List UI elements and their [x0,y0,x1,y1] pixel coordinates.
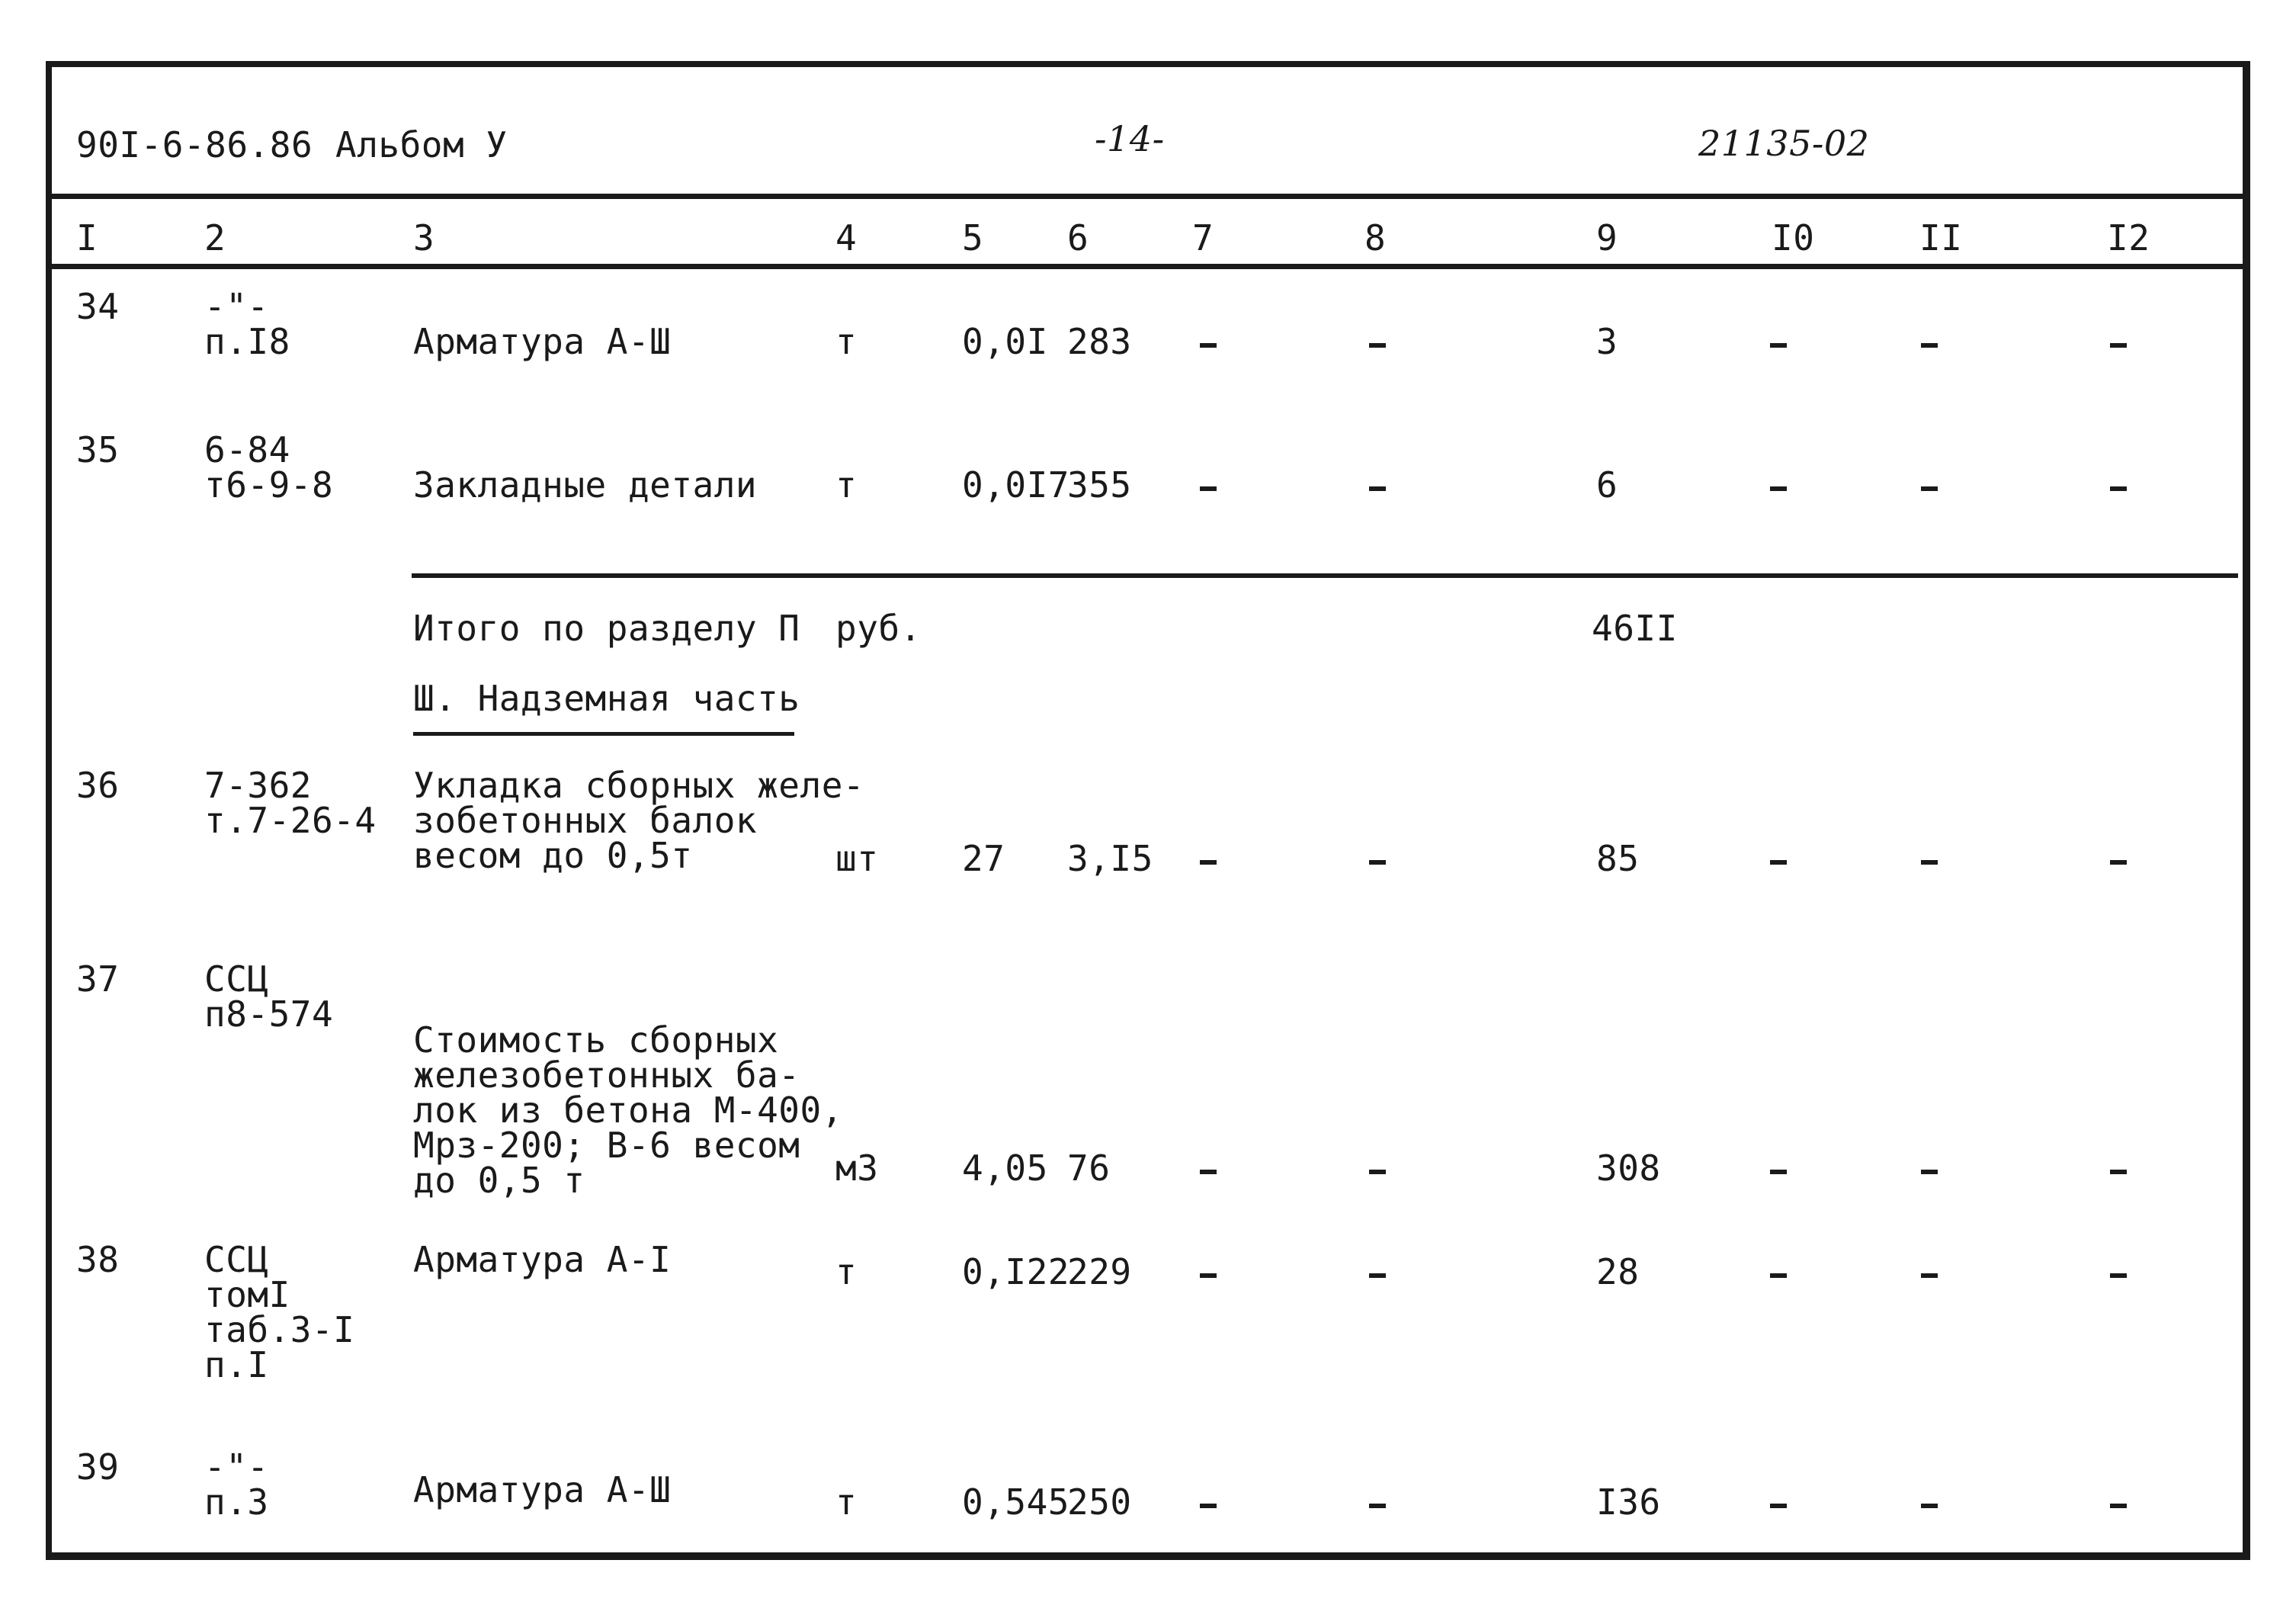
row-number: 38 [76,1239,120,1280]
norm-code: т6-9-8 [204,464,334,506]
column-number: 5 [962,217,984,258]
subtotal-rule [412,573,2238,578]
empty-cell-dash [1921,1273,1938,1278]
norm-code: п.I [204,1344,269,1385]
subtotal-label: Итого по разделу П [413,608,800,649]
empty-cell-dash [1921,343,1938,348]
norm-code: 7-362 [204,765,312,806]
cost-value: I36 [1596,1481,1661,1523]
empty-cell-dash [1770,1504,1787,1508]
page-number: -14- [1095,118,1165,159]
empty-cell-dash [1369,486,1386,491]
work-description: Укладка сборных желе- [413,765,865,806]
column-number: I [76,217,98,258]
row-number: 36 [76,765,120,806]
unit-price: 250 [1067,1481,1132,1523]
work-description: весом до 0,5т [413,835,693,876]
cost-value: 3 [1596,321,1618,362]
row-number: 34 [76,286,120,327]
empty-cell-dash [1200,1504,1217,1508]
quantity: 0,0I7 [962,464,1069,506]
empty-cell-dash [1369,860,1386,865]
column-number: 3 [413,217,435,258]
row-number: 39 [76,1446,120,1488]
unit-of-measure: т [835,321,858,362]
quantity: 4,05 [962,1148,1048,1189]
column-number: I0 [1772,217,1815,258]
subtotal-value: 46II [1592,608,1678,649]
unit-of-measure: т [835,1251,858,1292]
column-number: 8 [1364,217,1387,258]
norm-code: т.7-26-4 [204,800,377,841]
quantity: 0,I22 [962,1251,1069,1292]
empty-cell-dash [1770,860,1787,865]
empty-cell-dash [1921,860,1938,865]
subtotal-unit: руб. [835,608,922,649]
work-description: железобетонных ба- [413,1054,800,1096]
unit-of-measure: т [835,1481,858,1523]
work-description: лок из бетона М-400, [413,1090,843,1131]
row-number: 37 [76,958,120,1000]
album-label: Альбом У [335,124,508,165]
empty-cell-dash [1921,486,1938,491]
empty-cell-dash [1921,1504,1938,1508]
row-number: 35 [76,429,120,470]
quantity: 27 [962,838,1005,879]
unit-price: 3,I5 [1067,838,1153,879]
empty-cell-dash [1369,343,1386,348]
empty-cell-dash [1369,1170,1386,1174]
column-header-rule [49,264,2247,269]
norm-code: п.3 [204,1481,269,1523]
empty-cell-dash [1369,1504,1386,1508]
section-title-underline [413,732,794,736]
unit-of-measure: шт [835,838,879,879]
work-description: Закладные детали [413,464,758,506]
work-description: до 0,5 т [413,1160,585,1201]
column-number: 6 [1067,217,1089,258]
empty-cell-dash [2110,486,2127,491]
column-number: II [1919,217,1963,258]
work-description: Арматура А-Ш [413,321,672,362]
empty-cell-dash [2110,1273,2127,1278]
quantity: 0,545 [962,1481,1069,1523]
cost-value: 28 [1596,1251,1640,1292]
empty-cell-dash [2110,343,2127,348]
empty-cell-dash [1770,1170,1787,1174]
norm-code: -"- [204,1446,269,1488]
empty-cell-dash [2110,1170,2127,1174]
cost-value: 308 [1596,1148,1661,1189]
section-title: Ш. Надземная часть [413,678,800,719]
empty-cell-dash [1200,1170,1217,1174]
norm-code: ССЦ [204,1239,269,1280]
norm-code: п.I8 [204,321,290,362]
norm-code: таб.3-I [204,1309,355,1350]
work-description: Арматура А-I [413,1239,672,1280]
column-number: I2 [2107,217,2150,258]
unit-price: 355 [1067,464,1132,506]
work-description: Стоимость сборных [413,1019,779,1061]
work-description: Мрз-200; В-6 весом [413,1125,800,1166]
quantity: 0,0I [962,321,1048,362]
norm-code: п8-574 [204,993,334,1035]
empty-cell-dash [1200,486,1217,491]
column-number: 7 [1192,217,1214,258]
empty-cell-dash [1770,486,1787,491]
empty-cell-dash [1200,1273,1217,1278]
empty-cell-dash [2110,1504,2127,1508]
norm-code: ССЦ [204,958,269,1000]
empty-cell-dash [1770,1273,1787,1278]
empty-cell-dash [1200,860,1217,865]
unit-price: 229 [1067,1251,1132,1292]
empty-cell-dash [2110,860,2127,865]
unit-price: 283 [1067,321,1132,362]
work-description: Арматура А-Ш [413,1469,672,1510]
empty-cell-dash [1770,343,1787,348]
empty-cell-dash [1369,1273,1386,1278]
work-description: зобетонных балок [413,800,758,841]
unit-price: 76 [1067,1148,1111,1189]
cost-value: 85 [1596,838,1640,879]
norm-code: томI [204,1274,290,1315]
unit-of-measure: м3 [835,1148,879,1189]
cost-value: 6 [1596,464,1618,506]
norm-code: 6-84 [204,429,290,470]
column-number: 2 [204,217,226,258]
header-rule [49,194,2247,199]
empty-cell-dash [1921,1170,1938,1174]
page-frame [46,61,2250,1560]
archive-number: 21135-02 [1698,123,1870,164]
unit-of-measure: т [835,464,858,506]
norm-code: -"- [204,286,269,327]
empty-cell-dash [1200,343,1217,348]
column-number: 4 [835,217,858,258]
column-number: 9 [1596,217,1618,258]
doc-code: 90I-6-86.86 [76,124,313,165]
